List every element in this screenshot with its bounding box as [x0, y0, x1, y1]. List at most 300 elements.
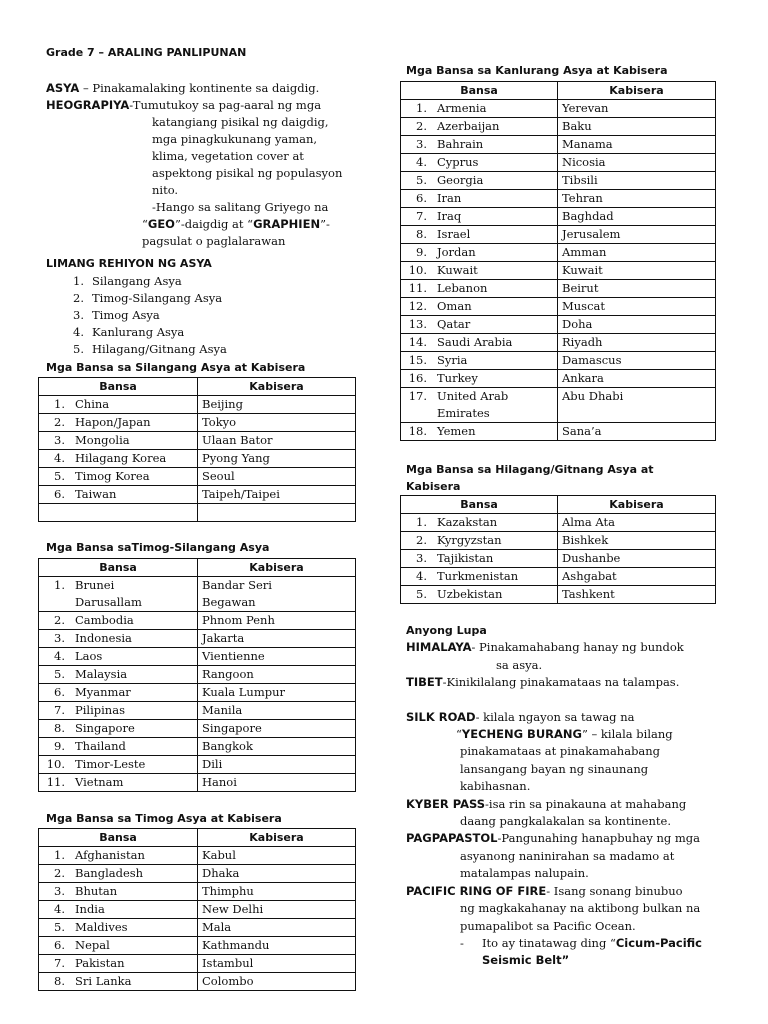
timogsilangang-title: Mga Bansa saTimog-Silangang Asya — [46, 541, 270, 554]
hilagang-table — [400, 495, 716, 604]
country-name: Cyprus — [437, 155, 479, 169]
col-header-bansa: Bansa — [401, 82, 558, 100]
bansa-cell — [401, 334, 558, 352]
row-number: 1. — [416, 515, 427, 529]
bansa-cell — [401, 262, 558, 280]
table-row — [39, 468, 356, 486]
bansa-cell — [39, 577, 198, 595]
silk-road-term: SILK ROAD — [406, 709, 476, 724]
table-row — [39, 756, 356, 774]
kabisera-cell: Bishkek — [558, 532, 716, 550]
country-name: Hapon/Japan — [75, 415, 151, 429]
bansa-cell — [39, 955, 198, 973]
kabisera-cell: Ankara — [558, 370, 716, 388]
kabisera-cell: Ashgabat — [558, 568, 716, 586]
country-name: Taiwan — [75, 487, 117, 501]
row-number: 15. — [408, 353, 427, 367]
kanlurang-title: Mga Bansa sa Kanlurang Asya at Kabisera — [406, 64, 668, 77]
list-number: 5. — [73, 342, 84, 356]
country-name: Brunei — [75, 578, 115, 592]
table-row — [401, 334, 716, 352]
row-number: 5. — [54, 469, 65, 483]
asya-term: ASYA — [46, 81, 80, 95]
country-name: Pakistan — [75, 956, 125, 970]
table-row — [401, 118, 716, 136]
table-row — [401, 316, 716, 334]
bansa-cell — [39, 937, 198, 955]
row-number: 6. — [54, 685, 65, 699]
pagpapastol-text: matalampas nalupain. — [460, 866, 589, 881]
row-number: 3. — [54, 433, 65, 447]
kabisera-cell: Pyong Yang — [198, 450, 356, 468]
country-name: Hilagang Korea — [75, 451, 167, 465]
bansa-cell — [39, 738, 198, 756]
bansa-cell — [401, 532, 558, 550]
country-name: Yemen — [437, 424, 476, 438]
row-number: 3. — [54, 884, 65, 898]
table-row — [39, 666, 356, 684]
kabisera-cell — [558, 405, 716, 423]
col-header-bansa: Bansa — [39, 559, 198, 577]
hilagang-title-line: Kabisera — [406, 480, 461, 493]
col-header-kabisera: Kabisera — [198, 559, 356, 577]
table-row — [39, 702, 356, 720]
kabisera-cell: Dili — [198, 756, 356, 774]
kabisera-cell: Tehran — [558, 190, 716, 208]
kabisera-cell: Rangoon — [198, 666, 356, 684]
col-header-kabisera: Kabisera — [558, 82, 716, 100]
silk-road-text: kabihasnan. — [460, 779, 531, 794]
kabisera-cell: Kathmandu — [198, 937, 356, 955]
table-row — [401, 298, 716, 316]
kabisera-cell: Beirut — [558, 280, 716, 298]
row-number: 13. — [408, 317, 427, 331]
bansa-cell — [401, 550, 558, 568]
country-name: Lebanon — [437, 281, 488, 295]
rehiyon-title: LIMANG REHIYON NG ASYA — [46, 257, 212, 270]
country-name: Vietnam — [75, 775, 124, 789]
kabisera-cell: Ulaan Bator — [198, 432, 356, 450]
table-row — [39, 720, 356, 738]
bansa-cell — [39, 756, 198, 774]
kabisera-cell: Jakarta — [198, 630, 356, 648]
row-number: 9. — [416, 245, 427, 259]
table-row — [39, 774, 356, 792]
country-name: Bhutan — [75, 884, 118, 898]
empty-cell — [198, 504, 356, 522]
kabisera-cell: Tokyo — [198, 414, 356, 432]
country-name: India — [75, 902, 105, 916]
hilagang-title-line: Mga Bansa sa Hilagang/Gitnang Asya at — [406, 463, 654, 476]
kabisera-cell: Kuwait — [558, 262, 716, 280]
country-name: Maldives — [75, 920, 128, 934]
kabisera-cell: Abu Dhabi — [558, 388, 716, 406]
table-row — [39, 630, 356, 648]
silangang-table — [38, 377, 356, 522]
table-row — [39, 865, 356, 883]
row-number: 1. — [54, 578, 65, 592]
row-number: 6. — [54, 487, 65, 501]
list-label: Kanlurang Asya — [92, 325, 185, 339]
kabisera-cell: Baghdad — [558, 208, 716, 226]
country-name: Kyrgyzstan — [437, 533, 502, 547]
row-number: 16. — [408, 371, 427, 385]
country-name: China — [75, 397, 110, 411]
himalaya-text: - Pinakamahabang hanay ng bundok — [471, 640, 684, 655]
bansa-cell — [401, 423, 558, 441]
table-row — [39, 919, 356, 937]
anyong-lupa-block — [406, 622, 736, 970]
row-number: 5. — [54, 667, 65, 681]
country-name: Iraq — [437, 209, 462, 223]
grade-title: Grade 7 – ARALING PANLIPUNAN — [46, 46, 247, 59]
kabisera-cell: Muscat — [558, 298, 716, 316]
pacific-text: ng magkakahanay na aktibong bulkan na — [460, 901, 701, 916]
col-header-bansa: Bansa — [39, 378, 198, 396]
country-name: Mongolia — [75, 433, 130, 447]
kabisera-cell: Thimphu — [198, 883, 356, 901]
country-name: Cambodia — [75, 613, 134, 627]
country-name: Qatar — [437, 317, 471, 331]
row-number: 2. — [416, 119, 427, 133]
row-number: 12. — [408, 299, 427, 313]
bansa-cell — [401, 190, 558, 208]
country-name: Azerbaijan — [437, 119, 500, 133]
tibet-term: TIBET — [406, 675, 443, 690]
bansa-cell — [401, 118, 558, 136]
timogsilangang-table — [38, 558, 356, 792]
row-number: 14. — [408, 335, 427, 349]
bansa-cell — [39, 486, 198, 504]
bansa-cell — [401, 514, 558, 532]
country-name: Kazakstan — [437, 515, 498, 529]
heograpiya-line: nito. — [152, 183, 179, 197]
country-name: Turkmenistan — [437, 569, 519, 583]
country-name: Indonesia — [75, 631, 132, 645]
row-number: 17. — [408, 389, 427, 403]
kabisera-cell: Tashkent — [558, 586, 716, 604]
table-row — [39, 450, 356, 468]
quote-mark: ” — [561, 953, 570, 968]
silk-road-text: pinakamataas at pinakamahabang — [460, 744, 661, 759]
pacific-text: Ito ay tinatawag ding “ — [482, 935, 616, 950]
hilagang-body — [401, 514, 716, 604]
list-label: Silangang Asya — [92, 274, 182, 288]
list-item — [46, 341, 227, 358]
country-name: Myanmar — [75, 685, 131, 699]
silk-road-text: - kilala ngayon sa tawag na — [475, 709, 635, 724]
kabisera-cell: Phnom Penh — [198, 612, 356, 630]
table-row — [401, 532, 716, 550]
row-number: 7. — [54, 956, 65, 970]
kabisera-cell: Amman — [558, 244, 716, 262]
bansa-cell — [39, 720, 198, 738]
table-row — [401, 262, 716, 280]
table-row — [39, 577, 356, 595]
bansa-cell — [39, 414, 198, 432]
bansa-cell — [39, 666, 198, 684]
row-number: 9. — [54, 739, 65, 753]
country-name: Emirates — [437, 406, 490, 420]
table-row — [39, 738, 356, 756]
graphien-text: ”- — [320, 217, 330, 231]
bansa-cell — [39, 612, 198, 630]
empty-row — [39, 504, 356, 522]
bansa-cell — [401, 280, 558, 298]
table-row — [39, 847, 356, 865]
list-label: Hilagang/Gitnang Asya — [92, 342, 227, 356]
kabisera-cell: Dhaka — [198, 865, 356, 883]
pagpapastol-term: PAGPAPASTOL — [406, 831, 498, 846]
bansa-cell — [401, 136, 558, 154]
country-name: Timor-Leste — [75, 757, 146, 771]
table-row — [401, 405, 716, 423]
bansa-cell — [401, 172, 558, 190]
row-number: 4. — [416, 155, 427, 169]
kabisera-cell: Yerevan — [558, 100, 716, 118]
row-number: 1. — [54, 848, 65, 862]
table-row — [401, 514, 716, 532]
row-number: 3. — [416, 137, 427, 151]
kabisera-cell: Hanoi — [198, 774, 356, 792]
country-name: Saudi Arabia — [437, 335, 513, 349]
cicum-pacific-term: Cicum-Pacific — [615, 935, 702, 950]
bansa-cell — [401, 100, 558, 118]
row-number: 2. — [54, 613, 65, 627]
table-row — [401, 190, 716, 208]
kabisera-cell: Kuala Lumpur — [198, 684, 356, 702]
kabisera-cell: Kabul — [198, 847, 356, 865]
country-name: Jordan — [437, 245, 476, 259]
country-name: Tajikistan — [437, 551, 494, 565]
tibet-text: -Kinikilalang pinakamataas na talampas. — [442, 675, 680, 690]
col-header-kabisera: Kabisera — [198, 829, 356, 847]
bansa-cell — [39, 774, 198, 792]
country-name: Georgia — [437, 173, 484, 187]
kabisera-cell: Bandar Seri — [198, 577, 356, 595]
col-header-bansa: Bansa — [39, 829, 198, 847]
heograpiya-line: -Tumutukoy sa pag-aaral ng mga — [129, 98, 322, 112]
table-row — [401, 244, 716, 262]
list-label: Timog Asya — [92, 308, 160, 322]
heograpiya-term: HEOGRAPIYA — [46, 98, 130, 112]
kabisera-cell: New Delhi — [198, 901, 356, 919]
bansa-cell — [401, 370, 558, 388]
kabisera-cell: Doha — [558, 316, 716, 334]
table-row — [401, 423, 716, 441]
row-number: 2. — [416, 533, 427, 547]
pagsulat-line: pagsulat o paglalarawan — [142, 234, 286, 248]
timog-title: Mga Bansa sa Timog Asya at Kabisera — [46, 812, 282, 825]
bansa-cell — [39, 630, 198, 648]
bansa-cell — [39, 432, 198, 450]
country-name: Singapore — [75, 721, 135, 735]
row-number: 4. — [54, 649, 65, 663]
pagpapastol-text: asyanong naninirahan sa madamo at — [460, 848, 675, 863]
kyber-text: -isa rin sa pinakauna at mahabang — [485, 796, 687, 811]
bansa-cell — [39, 901, 198, 919]
row-number: 4. — [54, 451, 65, 465]
table-row — [39, 486, 356, 504]
bansa-cell — [401, 405, 558, 423]
country-name: Bahrain — [437, 137, 484, 151]
heograpiya-line: katangiang pisikal ng daigdig, — [152, 115, 329, 129]
heograpiya-line: klima, vegetation cover at — [152, 149, 304, 163]
kyber-pass-term: KYBER PASS — [406, 796, 486, 811]
col-header-bansa: Bansa — [401, 496, 558, 514]
kabisera-cell: Riyadh — [558, 334, 716, 352]
row-number: 8. — [54, 721, 65, 735]
hilagang-title — [406, 461, 654, 495]
timog-body — [39, 847, 356, 991]
row-number: 6. — [54, 938, 65, 952]
kabisera-cell: Colombo — [198, 973, 356, 991]
bansa-cell — [39, 684, 198, 702]
country-name: Iran — [437, 191, 462, 205]
country-name: Syria — [437, 353, 468, 367]
bansa-cell — [401, 154, 558, 172]
bansa-cell — [401, 388, 558, 406]
table-row — [401, 100, 716, 118]
table-row — [39, 901, 356, 919]
bansa-cell — [401, 352, 558, 370]
kabisera-cell: Nicosia — [558, 154, 716, 172]
himalaya-text: sa asya. — [496, 657, 543, 672]
kabisera-cell: Alma Ata — [558, 514, 716, 532]
row-number: 11. — [408, 281, 427, 295]
country-name: United Arab — [437, 389, 509, 403]
hango-line: -Hango sa salitang Griyego na — [152, 200, 329, 214]
heograpiya-line: aspektong pisikal ng populasyon — [152, 166, 343, 180]
table-row — [39, 432, 356, 450]
table-row — [39, 883, 356, 901]
row-number: 5. — [416, 173, 427, 187]
kabisera-cell: Beijing — [198, 396, 356, 414]
table-row — [39, 973, 356, 991]
country-name: Laos — [75, 649, 103, 663]
timogsilangang-body — [39, 577, 356, 792]
pacific-text: pumapalibot sa Pacific Ocean. — [460, 918, 636, 933]
kabisera-cell: Baku — [558, 118, 716, 136]
asya-definition: – Pinakamalaking kontinente sa daigdig. — [79, 81, 320, 95]
bansa-cell — [401, 208, 558, 226]
list-item — [46, 290, 227, 307]
intro-block — [46, 80, 366, 250]
geo-term: GEO — [147, 217, 175, 231]
row-number: 5. — [416, 587, 427, 601]
country-name: Darusallam — [75, 595, 142, 609]
kyber-text: daang pangkalakalan sa kontinente. — [460, 814, 671, 829]
table-row — [39, 612, 356, 630]
pacific-text: - Isang sonang binubuo — [546, 883, 683, 898]
table-row — [39, 648, 356, 666]
table-row — [401, 208, 716, 226]
table-row — [401, 370, 716, 388]
list-item — [46, 307, 227, 324]
row-number: 8. — [416, 227, 427, 241]
kanlurang-table — [400, 81, 716, 441]
quote-mark: “ — [142, 217, 148, 231]
row-number: 4. — [54, 902, 65, 916]
list-number: 2. — [73, 291, 84, 305]
kabisera-cell: Manila — [198, 702, 356, 720]
table-row — [401, 388, 716, 406]
bansa-cell — [39, 919, 198, 937]
kabisera-cell: Singapore — [198, 720, 356, 738]
row-number: 10. — [46, 757, 65, 771]
country-name: Kuwait — [437, 263, 478, 277]
quote-mark: “ — [456, 727, 462, 742]
table-row — [401, 226, 716, 244]
silangang-title: Mga Bansa sa Silangang Asya at Kabisera — [46, 361, 306, 374]
table-row — [401, 172, 716, 190]
row-number: 7. — [416, 209, 427, 223]
table-row — [39, 414, 356, 432]
pacific-ring-term: PACIFIC RING OF FIRE — [406, 883, 547, 898]
geo-text: ”-daigdig at “ — [174, 217, 254, 231]
seismic-belt-term: Seismic Belt — [482, 953, 562, 968]
table-row — [401, 280, 716, 298]
bansa-cell — [401, 568, 558, 586]
row-number: 11. — [46, 775, 65, 789]
kabisera-cell: Begawan — [198, 594, 356, 612]
kabisera-cell: Mala — [198, 919, 356, 937]
col-header-kabisera: Kabisera — [198, 378, 356, 396]
table-row — [39, 594, 356, 612]
bansa-cell — [39, 847, 198, 865]
country-name: Nepal — [75, 938, 110, 952]
rehiyon-list — [46, 273, 227, 358]
col-header-kabisera: Kabisera — [558, 496, 716, 514]
table-row — [401, 136, 716, 154]
table-row — [39, 955, 356, 973]
himalaya-term: HIMALAYA — [406, 640, 472, 655]
bansa-cell — [39, 865, 198, 883]
bansa-cell — [39, 594, 198, 612]
bansa-cell — [39, 883, 198, 901]
country-name: Afghanistan — [75, 848, 145, 862]
kabisera-cell: Jerusalem — [558, 226, 716, 244]
row-number: 10. — [408, 263, 427, 277]
empty-cell — [39, 504, 198, 522]
kabisera-cell: Damascus — [558, 352, 716, 370]
silangang-body — [39, 396, 356, 522]
row-number: 3. — [416, 551, 427, 565]
kabisera-cell: Bangkok — [198, 738, 356, 756]
row-number: 2. — [54, 866, 65, 880]
country-name: Timog Korea — [75, 469, 150, 483]
bullet-dash: - — [460, 935, 464, 950]
row-number: 1. — [416, 101, 427, 115]
country-name: Oman — [437, 299, 472, 313]
country-name: Uzbekistan — [437, 587, 503, 601]
bansa-cell — [39, 648, 198, 666]
bansa-cell — [401, 244, 558, 262]
graphien-term: GRAPHIEN — [253, 217, 321, 231]
country-name: Israel — [437, 227, 471, 241]
kabisera-cell: Sana’a — [558, 423, 716, 441]
table-row — [401, 550, 716, 568]
heograpiya-line: mga pinagkukunang yaman, — [152, 132, 318, 146]
bansa-cell — [401, 316, 558, 334]
country-name: Malaysia — [75, 667, 128, 681]
silk-road-text: lansangang bayan ng sinaunang — [460, 761, 649, 776]
kabisera-cell: Taipeh/Taipei — [198, 486, 356, 504]
bansa-cell — [39, 450, 198, 468]
bansa-cell — [401, 586, 558, 604]
kabisera-cell: Istambul — [198, 955, 356, 973]
row-number: 7. — [54, 703, 65, 717]
